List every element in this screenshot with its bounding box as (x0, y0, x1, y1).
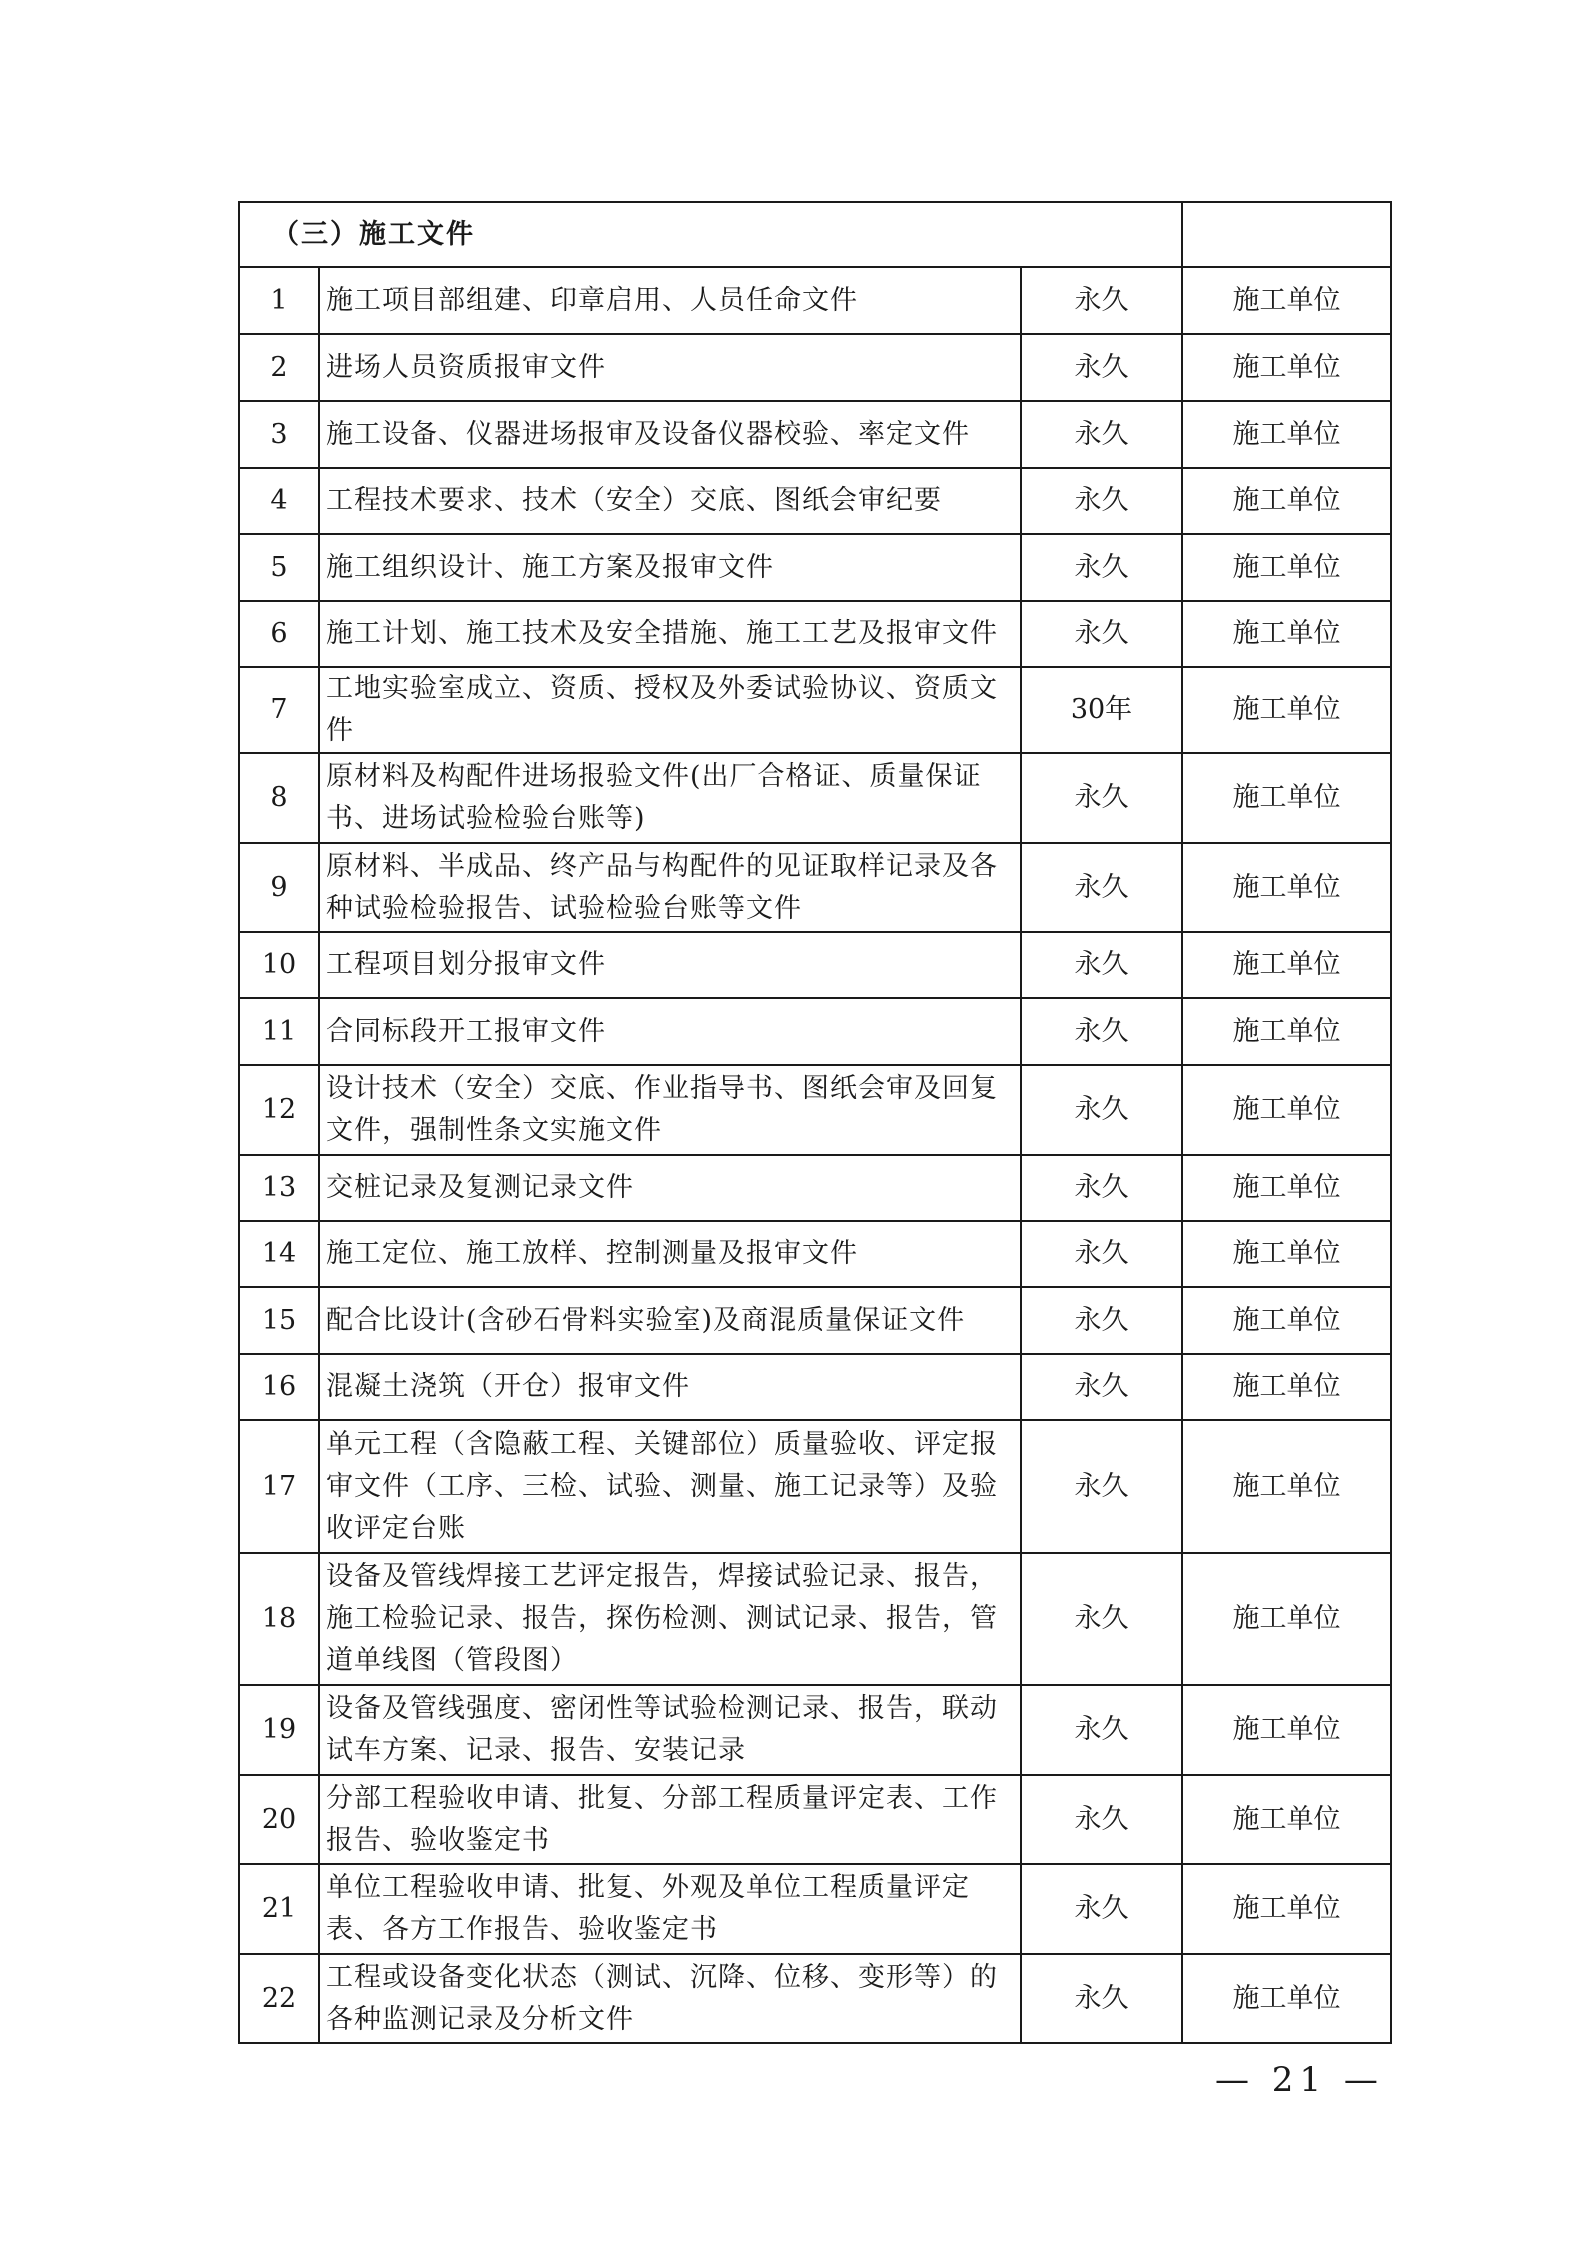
row-retention-term: 永久 (1021, 1354, 1182, 1420)
row-document-name: 原材料、半成品、终产品与构配件的见证取样记录及各种试验检验报告、试验检验台账等文件 (319, 843, 1021, 932)
row-document-name: 设备及管线强度、密闭性等试验检测记录、报告，联动试车方案、记录、报告、安装记录 (319, 1685, 1021, 1775)
section-header-row (239, 202, 1391, 267)
row-retention-term: 永久 (1021, 843, 1182, 932)
table-row (239, 334, 1391, 401)
table-row (239, 843, 1391, 932)
table-row (239, 998, 1391, 1065)
row-number: 13 (239, 1155, 319, 1221)
page-number: — 21 — (1215, 2060, 1384, 2100)
row-document-name: 混凝土浇筑（开仓）报审文件 (319, 1354, 1021, 1420)
row-number: 8 (239, 753, 319, 843)
row-document-name: 施工定位、施工放样、控制测量及报审文件 (319, 1221, 1021, 1287)
row-retention-term: 永久 (1021, 1775, 1182, 1864)
row-responsible-unit: 施工单位 (1182, 534, 1391, 601)
row-document-name: 配合比设计(含砂石骨料实验室)及商混质量保证文件 (319, 1287, 1021, 1354)
row-number: 11 (239, 998, 319, 1065)
row-document-name: 工程项目划分报审文件 (319, 932, 1021, 998)
row-responsible-unit: 施工单位 (1182, 1287, 1391, 1354)
row-retention-term: 永久 (1021, 267, 1182, 334)
row-number: 14 (239, 1221, 319, 1287)
table-row (239, 534, 1391, 601)
row-number: 17 (239, 1420, 319, 1553)
row-responsible-unit: 施工单位 (1182, 843, 1391, 932)
row-number: 22 (239, 1954, 319, 2043)
row-document-name: 施工计划、施工技术及安全措施、施工工艺及报审文件 (319, 601, 1021, 667)
row-responsible-unit: 施工单位 (1182, 1954, 1391, 2043)
table-row (239, 1864, 1391, 1954)
row-document-name: 合同标段开工报审文件 (319, 998, 1021, 1065)
row-responsible-unit: 施工单位 (1182, 1685, 1391, 1775)
table-row (239, 1065, 1391, 1155)
row-retention-term: 永久 (1021, 1221, 1182, 1287)
row-number: 6 (239, 601, 319, 667)
row-responsible-unit: 施工单位 (1182, 1155, 1391, 1221)
row-responsible-unit: 施工单位 (1182, 1553, 1391, 1685)
table-row (239, 1354, 1391, 1420)
row-number: 3 (239, 401, 319, 468)
row-retention-term: 永久 (1021, 932, 1182, 998)
table-row (239, 1685, 1391, 1775)
row-responsible-unit: 施工单位 (1182, 601, 1391, 667)
row-responsible-unit: 施工单位 (1182, 753, 1391, 843)
table-body (239, 202, 1391, 2043)
row-responsible-unit: 施工单位 (1182, 1864, 1391, 1954)
row-retention-term: 永久 (1021, 998, 1182, 1065)
table-row (239, 267, 1391, 334)
row-responsible-unit: 施工单位 (1182, 1065, 1391, 1155)
row-document-name: 设计技术（安全）交底、作业指导书、图纸会审及回复文件，强制性条文实施文件 (319, 1065, 1021, 1155)
row-responsible-unit: 施工单位 (1182, 667, 1391, 753)
row-retention-term: 永久 (1021, 1553, 1182, 1685)
row-document-name: 工程或设备变化状态（测试、沉降、位移、变形等）的各种监测记录及分析文件 (319, 1954, 1021, 2043)
row-document-name: 设备及管线焊接工艺评定报告，焊接试验记录、报告，施工检验记录、报告，探伤检测、测试记录、报告，管道单线图（管段图） (319, 1553, 1021, 1685)
row-document-name: 进场人员资质报审文件 (319, 334, 1021, 401)
row-retention-term: 永久 (1021, 1065, 1182, 1155)
row-number: 18 (239, 1553, 319, 1685)
table-row (239, 932, 1391, 998)
row-retention-term: 永久 (1021, 1287, 1182, 1354)
row-number: 2 (239, 334, 319, 401)
row-number: 12 (239, 1065, 319, 1155)
table-row (239, 1221, 1391, 1287)
row-document-name: 施工组织设计、施工方案及报审文件 (319, 534, 1021, 601)
row-number: 5 (239, 534, 319, 601)
row-responsible-unit: 施工单位 (1182, 998, 1391, 1065)
row-document-name: 施工设备、仪器进场报审及设备仪器校验、率定文件 (319, 401, 1021, 468)
row-document-name: 工程技术要求、技术（安全）交底、图纸会审纪要 (319, 468, 1021, 534)
row-document-name: 交桩记录及复测记录文件 (319, 1155, 1021, 1221)
section-header-empty-cell (1182, 202, 1391, 267)
row-responsible-unit: 施工单位 (1182, 1775, 1391, 1864)
table-row (239, 1420, 1391, 1553)
row-number: 21 (239, 1864, 319, 1954)
row-document-name: 分部工程验收申请、批复、分部工程质量评定表、工作报告、验收鉴定书 (319, 1775, 1021, 1864)
row-retention-term: 永久 (1021, 1685, 1182, 1775)
table-row (239, 667, 1391, 753)
row-document-name: 施工项目部组建、印章启用、人员任命文件 (319, 267, 1021, 334)
row-retention-term: 永久 (1021, 468, 1182, 534)
row-document-name: 单位工程验收申请、批复、外观及单位工程质量评定表、各方工作报告、验收鉴定书 (319, 1864, 1021, 1954)
row-retention-term: 永久 (1021, 334, 1182, 401)
row-number: 20 (239, 1775, 319, 1864)
row-responsible-unit: 施工单位 (1182, 267, 1391, 334)
table-row (239, 753, 1391, 843)
row-retention-term: 永久 (1021, 401, 1182, 468)
row-retention-term: 永久 (1021, 1864, 1182, 1954)
row-retention-term: 永久 (1021, 1954, 1182, 2043)
row-responsible-unit: 施工单位 (1182, 1354, 1391, 1420)
row-responsible-unit: 施工单位 (1182, 1221, 1391, 1287)
row-number: 1 (239, 267, 319, 334)
table-row (239, 1775, 1391, 1864)
row-number: 10 (239, 932, 319, 998)
row-responsible-unit: 施工单位 (1182, 468, 1391, 534)
table-row (239, 1553, 1391, 1685)
table-row (239, 468, 1391, 534)
row-number: 19 (239, 1685, 319, 1775)
row-retention-term: 永久 (1021, 601, 1182, 667)
row-document-name: 工地实验室成立、资质、授权及外委试验协议、资质文件 (319, 667, 1021, 753)
row-retention-term: 永久 (1021, 1155, 1182, 1221)
row-retention-term: 永久 (1021, 753, 1182, 843)
row-number: 9 (239, 843, 319, 932)
row-number: 16 (239, 1354, 319, 1420)
table-row (239, 601, 1391, 667)
section-title: （三）施工文件 (239, 202, 1182, 267)
row-responsible-unit: 施工单位 (1182, 334, 1391, 401)
row-document-name: 原材料及构配件进场报验文件(出厂合格证、质量保证书、进场试验检验台账等) (319, 753, 1021, 843)
table-row (239, 401, 1391, 468)
row-number: 7 (239, 667, 319, 753)
row-document-name: 单元工程（含隐蔽工程、关键部位）质量验收、评定报审文件（工序、三检、试验、测量、施工记录等）及验收评定台账 (319, 1420, 1021, 1553)
row-retention-term: 永久 (1021, 534, 1182, 601)
row-retention-term: 永久 (1021, 1420, 1182, 1553)
table-row (239, 1287, 1391, 1354)
row-number: 15 (239, 1287, 319, 1354)
row-responsible-unit: 施工单位 (1182, 932, 1391, 998)
row-responsible-unit: 施工单位 (1182, 1420, 1391, 1553)
row-retention-term: 30年 (1021, 667, 1182, 753)
row-responsible-unit: 施工单位 (1182, 401, 1391, 468)
archive-table (238, 201, 1392, 2044)
table-row (239, 1954, 1391, 2043)
table-row (239, 1155, 1391, 1221)
row-number: 4 (239, 468, 319, 534)
